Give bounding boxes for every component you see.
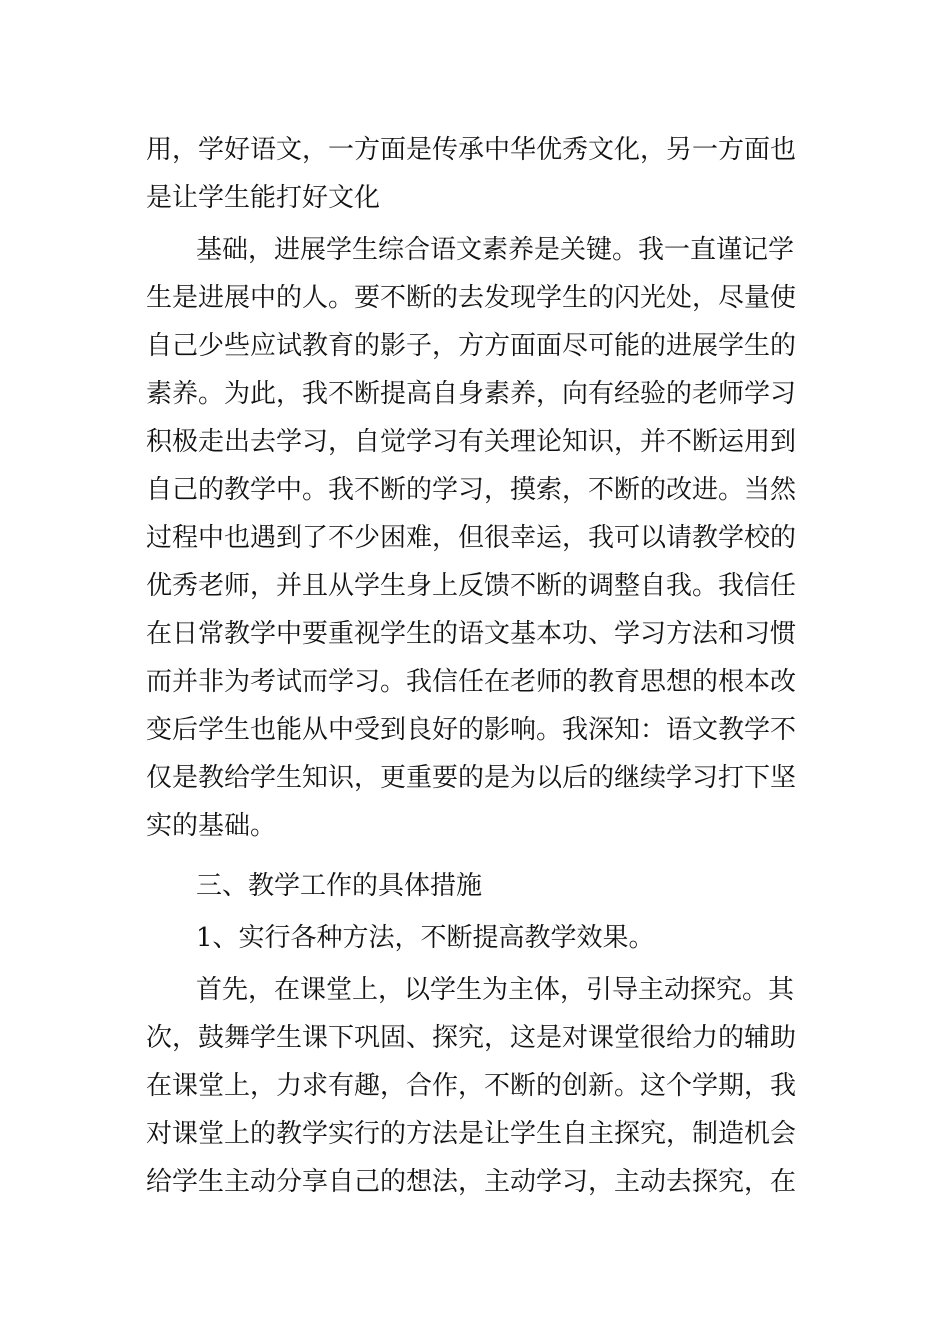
section-heading: 三、教学工作的具体措施 <box>196 871 483 901</box>
text-line: 积极走出去学习，自觉学习有关理论知识，并不断运用到 <box>146 427 797 457</box>
text-line: 过程中也遇到了不少困难，但很幸运，我可以请教学校的 <box>146 523 797 553</box>
text-line: 对课堂上的教学实行的方法是让学生自主探究，制造机会 <box>146 1119 797 1149</box>
text-line: 次，鼓舞学生课下巩固、探究，这是对课堂很给力的辅助 <box>146 1023 797 1053</box>
text-line: 生是进展中的人。要不断的去发现学生的闪光处，尽量使 <box>146 283 797 313</box>
text-line: 自己少些应试教育的影子，方方面面尽可能的进展学生的 <box>146 331 797 361</box>
text-line: 给学生主动分享自己的想法，主动学习，主动去探究，在 <box>146 1167 797 1197</box>
paragraph-start: 基础，进展学生综合语文素养是关键。我一直谨记学 <box>196 235 795 265</box>
text-line: 在日常教学中要重视学生的语文基本功、学习方法和习惯 <box>146 619 797 649</box>
paragraph-start: 首先，在课堂上，以学生为主体，引导主动探究。其 <box>196 975 795 1005</box>
text-line: 素养。为此，我不断提高自身素养，向有经验的老师学习 <box>146 379 797 409</box>
subsection-heading: 1、实行各种方法，不断提高教学效果。 <box>196 923 655 953</box>
text-line: 优秀老师，并且从学生身上反馈不断的调整自我。我信任 <box>146 571 797 601</box>
text-line: 在课堂上，力求有趣，合作，不断的创新。这个学期，我 <box>146 1071 797 1101</box>
text-line: 自己的教学中。我不断的学习，摸索，不断的改进。当然 <box>146 475 797 505</box>
text-line: 实的基础。 <box>146 811 277 841</box>
text-line: 用，学好语文，一方面是传承中华优秀文化，另一方面也 <box>146 135 797 165</box>
text-line: 是让学生能打好文化 <box>146 183 381 213</box>
text-line: 变后学生也能从中受到良好的影响。我深知：语文教学不 <box>146 715 797 745</box>
text-line: 仅是教给学生知识，更重要的是为以后的继续学习打下坚 <box>146 763 797 793</box>
text-line: 而并非为考试而学习。我信任在老师的教育思想的根本改 <box>146 667 797 697</box>
